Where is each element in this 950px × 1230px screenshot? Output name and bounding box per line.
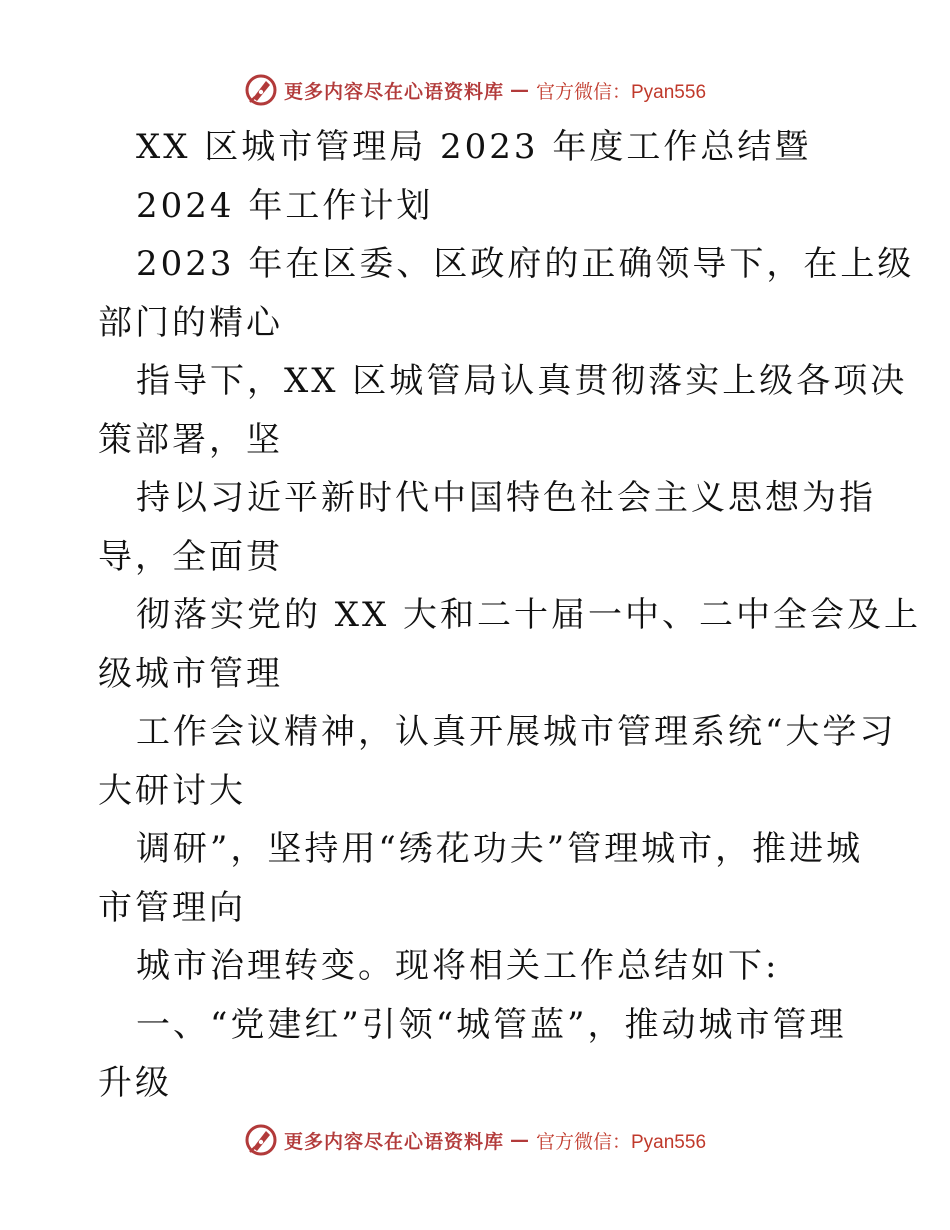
paragraph-line: 调研”，坚持用“绣花功夫”管理城市，推进城 <box>136 829 864 869</box>
paragraph-line: 2023 年在区委、区政府的正确领导下，在上级 <box>136 244 915 284</box>
paragraph-line: 市管理向 <box>98 887 246 928</box>
paragraph-line: 部门的精心 <box>98 302 283 343</box>
watermark-contact: 官方微信：Pyan556 <box>536 1131 707 1153</box>
paragraph-line: 级城市管理 <box>98 653 283 694</box>
pen-nib-logo-icon <box>244 73 278 107</box>
paragraph-line: 导，全面贯 <box>98 536 283 577</box>
paragraph-line: 工作会议精神，认真开展城市管理系统“大学习 <box>136 712 897 752</box>
paragraph-line: 策部署，坚 <box>98 419 283 460</box>
watermark-text: 更多内容尽在心语资料库 <box>283 1130 504 1153</box>
paragraph-line: 持以习近平新时代中国特色社会主义思想为指 <box>136 478 876 518</box>
paragraph-line: 城市治理转变。现将相关工作总结如下: <box>136 946 780 986</box>
document-body <box>98 118 922 1113</box>
document-title-line-1: XX 区城市管理局 2023 年度工作总结暨 <box>136 127 812 167</box>
section-heading-line: 一、“党建红”引领“城管蓝”，推动城市管理 <box>136 1004 847 1045</box>
paragraph-line: 彻落实党的 XX 大和二十届一中、二中全会及上 <box>136 595 922 635</box>
watermark-text: 更多内容尽在心语资料库 <box>283 80 504 103</box>
watermark-banner-top <box>0 70 950 110</box>
paragraph-line: 指导下，XX 区城管局认真贯彻落实上级各项决 <box>136 361 908 401</box>
pen-nib-logo-icon <box>244 1123 278 1157</box>
watermark-banner-bottom <box>0 1120 950 1160</box>
section-heading-line: 升级 <box>98 1063 172 1103</box>
paragraph-line: 大研讨大 <box>98 770 246 811</box>
watermark-separator: — <box>510 79 530 101</box>
document-title-line-2: 2024 年工作计划 <box>136 185 434 226</box>
watermark-contact: 官方微信：Pyan556 <box>536 81 707 103</box>
watermark-separator: — <box>510 1129 530 1151</box>
